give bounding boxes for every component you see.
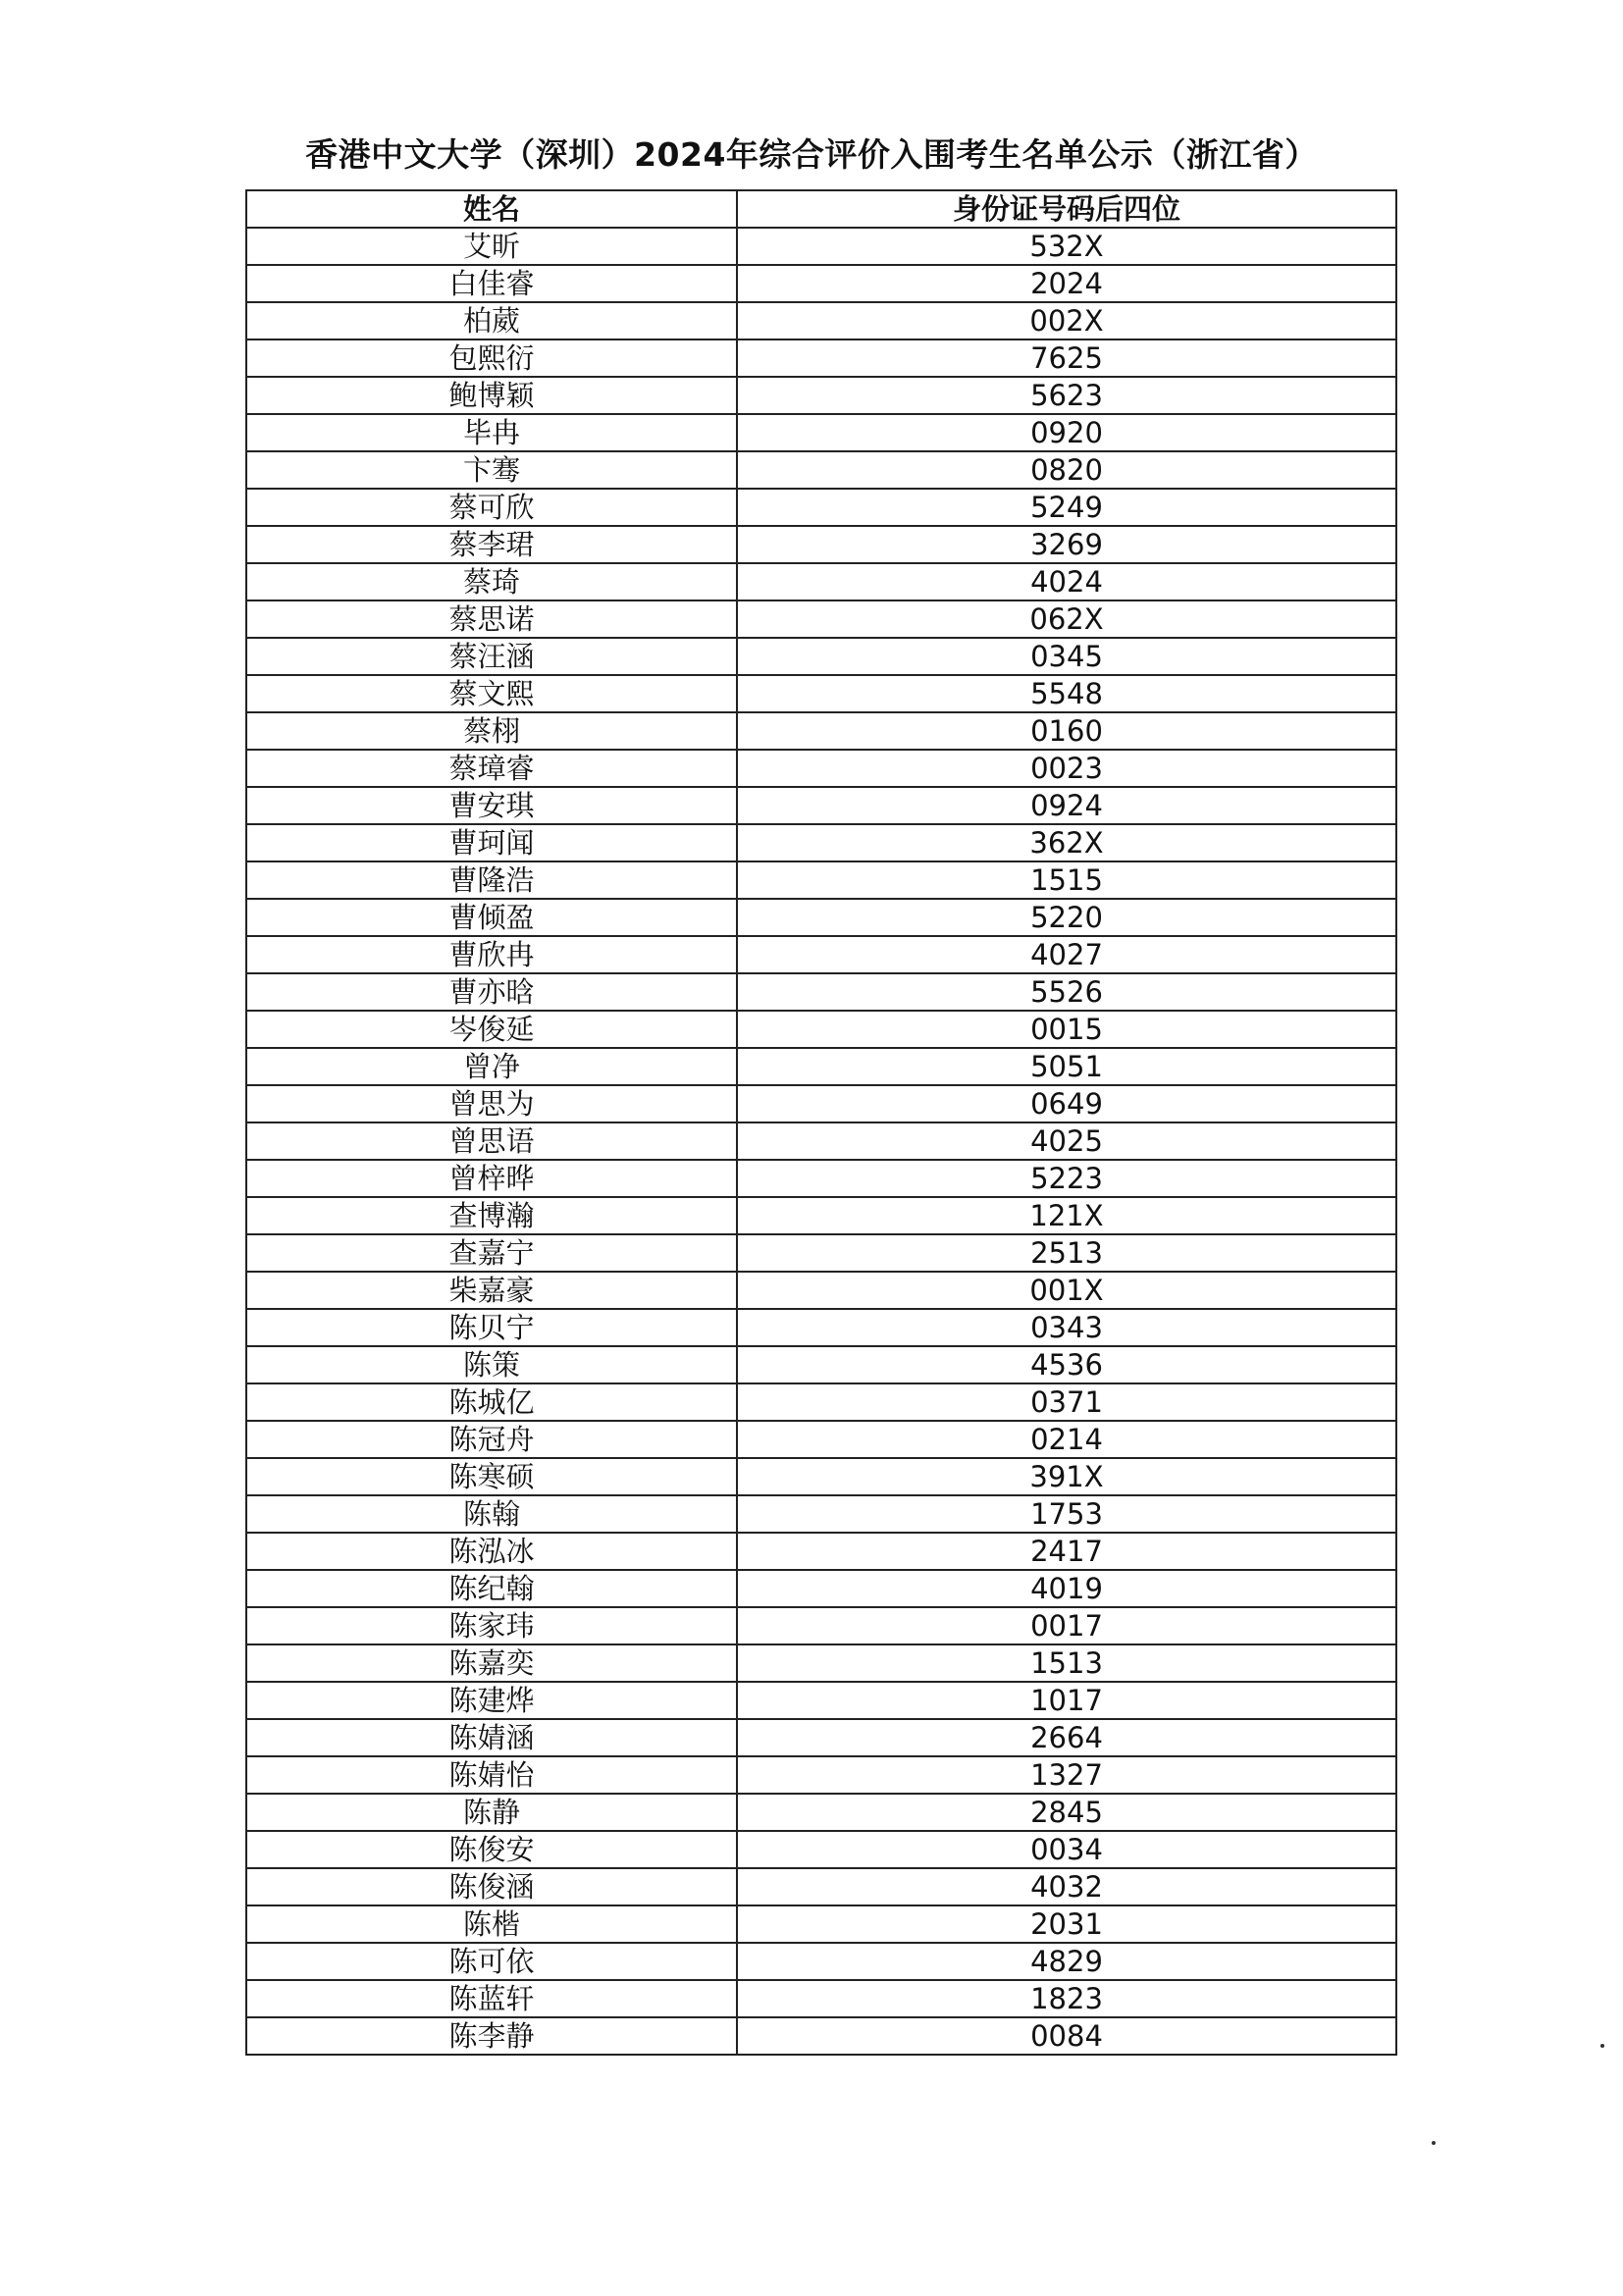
cell-id-last4: 1327 <box>737 1756 1396 1794</box>
cell-name: 陈俊安 <box>246 1831 737 1868</box>
cell-id-last4: 0015 <box>737 1011 1396 1048</box>
table-row <box>246 1197 1396 1234</box>
table-row <box>246 1868 1396 1905</box>
table-row <box>246 750 1396 787</box>
table-row <box>246 1234 1396 1272</box>
page-title: 香港中文大学（深圳）2024年综合评价入围考生名单公示（浙江省） <box>305 135 1318 174</box>
cell-id-last4: 2845 <box>737 1794 1396 1831</box>
cell-name: 陈静 <box>246 1794 737 1831</box>
cell-id-last4: 0820 <box>737 451 1396 489</box>
table-row <box>246 1421 1396 1458</box>
cell-id-last4: 2417 <box>737 1533 1396 1570</box>
cell-id-last4: 3269 <box>737 526 1396 563</box>
cell-name: 陈泓冰 <box>246 1533 737 1570</box>
cell-id-last4: 4019 <box>737 1570 1396 1607</box>
cell-name: 白佳睿 <box>246 265 737 302</box>
cell-id-last4: 1515 <box>737 861 1396 899</box>
cell-id-last4: 0924 <box>737 787 1396 824</box>
table-row <box>246 861 1396 899</box>
table-row <box>246 265 1396 302</box>
header-name: 姓名 <box>246 190 737 228</box>
cell-name: 陈李静 <box>246 2017 737 2055</box>
cell-name: 曹亦晗 <box>246 973 737 1011</box>
cell-id-last4: 1823 <box>737 1980 1396 2017</box>
cell-name: 卞骞 <box>246 451 737 489</box>
cell-name: 曾梓晔 <box>246 1160 737 1197</box>
cell-name: 陈家玮 <box>246 1607 737 1644</box>
cell-id-last4: 5249 <box>737 489 1396 526</box>
cell-id-last4: 4536 <box>737 1346 1396 1383</box>
table-row <box>246 228 1396 265</box>
cell-id-last4: 4032 <box>737 1868 1396 1905</box>
table-row <box>246 1048 1396 1085</box>
table-row <box>246 1383 1396 1421</box>
cell-name: 查博瀚 <box>246 1197 737 1234</box>
table-row <box>246 414 1396 451</box>
header-id-last4: 身份证号码后四位 <box>737 190 1396 228</box>
table-row <box>246 451 1396 489</box>
table-row <box>246 936 1396 973</box>
table-row <box>246 377 1396 414</box>
cell-id-last4: 0023 <box>737 750 1396 787</box>
cell-name: 陈可依 <box>246 1943 737 1980</box>
table-row <box>246 1607 1396 1644</box>
table-row <box>246 675 1396 712</box>
cell-name: 柏葳 <box>246 302 737 339</box>
scan-speck <box>1432 2141 1436 2145</box>
cell-name: 蔡琦 <box>246 563 737 600</box>
header-row <box>246 190 1396 228</box>
cell-id-last4: 062X <box>737 600 1396 638</box>
table-row <box>246 1309 1396 1346</box>
cell-name: 蔡栩 <box>246 712 737 750</box>
cell-id-last4: 5548 <box>737 675 1396 712</box>
cell-id-last4: 002X <box>737 302 1396 339</box>
table-row <box>246 600 1396 638</box>
table-row <box>246 712 1396 750</box>
table-row <box>246 1011 1396 1048</box>
cell-id-last4: 2513 <box>737 1234 1396 1272</box>
cell-name: 毕冉 <box>246 414 737 451</box>
cell-name: 曾思为 <box>246 1085 737 1122</box>
cell-id-last4: 5220 <box>737 899 1396 936</box>
table-row <box>246 489 1396 526</box>
cell-name: 陈蓝轩 <box>246 1980 737 2017</box>
table-body <box>246 228 1396 2055</box>
cell-name: 蔡可欣 <box>246 489 737 526</box>
cell-id-last4: 0034 <box>737 1831 1396 1868</box>
table-row <box>246 1160 1396 1197</box>
cell-id-last4: 2024 <box>737 265 1396 302</box>
cell-id-last4: 4024 <box>737 563 1396 600</box>
table-row <box>246 1644 1396 1682</box>
cell-name: 曹隆浩 <box>246 861 737 899</box>
cell-id-last4: 0345 <box>737 638 1396 675</box>
cell-name: 陈城亿 <box>246 1383 737 1421</box>
cell-id-last4: 5051 <box>737 1048 1396 1085</box>
cell-name: 陈建烨 <box>246 1682 737 1719</box>
cell-id-last4: 001X <box>737 1272 1396 1309</box>
table-row <box>246 1458 1396 1495</box>
cell-id-last4: 0371 <box>737 1383 1396 1421</box>
cell-id-last4: 1513 <box>737 1644 1396 1682</box>
table-row <box>246 1682 1396 1719</box>
cell-name: 陈贝宁 <box>246 1309 737 1346</box>
table-row <box>246 638 1396 675</box>
cell-name: 查嘉宁 <box>246 1234 737 1272</box>
cell-name: 鲍博颖 <box>246 377 737 414</box>
cell-id-last4: 0160 <box>737 712 1396 750</box>
table-row <box>246 1085 1396 1122</box>
cell-name: 蔡璋睿 <box>246 750 737 787</box>
cell-id-last4: 0214 <box>737 1421 1396 1458</box>
table-row <box>246 1346 1396 1383</box>
cell-id-last4: 391X <box>737 1458 1396 1495</box>
cell-id-last4: 532X <box>737 228 1396 265</box>
cell-name: 陈寒硕 <box>246 1458 737 1495</box>
cell-id-last4: 5623 <box>737 377 1396 414</box>
cell-id-last4: 0649 <box>737 1085 1396 1122</box>
cell-name: 曾思语 <box>246 1122 737 1160</box>
table-row <box>246 1980 1396 2017</box>
cell-name: 曹珂闻 <box>246 824 737 861</box>
table-row <box>246 1719 1396 1756</box>
cell-id-last4: 5526 <box>737 973 1396 1011</box>
table-row <box>246 1794 1396 1831</box>
cell-name: 包熙衍 <box>246 339 737 377</box>
table-row <box>246 824 1396 861</box>
table-row <box>246 2017 1396 2055</box>
cell-name: 曹安琪 <box>246 787 737 824</box>
cell-name: 岑俊延 <box>246 1011 737 1048</box>
cell-name: 陈翰 <box>246 1495 737 1533</box>
table-row <box>246 1272 1396 1309</box>
cell-name: 陈楷 <box>246 1905 737 1943</box>
table-row <box>246 1905 1396 1943</box>
table-row <box>246 1570 1396 1607</box>
scan-speck <box>1600 2044 1604 2048</box>
table-row <box>246 1943 1396 1980</box>
table-row <box>246 787 1396 824</box>
cell-name: 陈冠舟 <box>246 1421 737 1458</box>
cell-name: 艾昕 <box>246 228 737 265</box>
table-row <box>246 1831 1396 1868</box>
cell-name: 蔡文熙 <box>246 675 737 712</box>
cell-id-last4: 2031 <box>737 1905 1396 1943</box>
cell-id-last4: 4025 <box>737 1122 1396 1160</box>
cell-id-last4: 5223 <box>737 1160 1396 1197</box>
table-row <box>246 973 1396 1011</box>
table-row <box>246 1495 1396 1533</box>
cell-name: 曹欣冉 <box>246 936 737 973</box>
table-row <box>246 526 1396 563</box>
candidate-table <box>245 189 1397 2056</box>
table-row <box>246 1756 1396 1794</box>
table-row <box>246 339 1396 377</box>
table-row <box>246 563 1396 600</box>
cell-name: 曾净 <box>246 1048 737 1085</box>
cell-id-last4: 1017 <box>737 1682 1396 1719</box>
cell-id-last4: 2664 <box>737 1719 1396 1756</box>
cell-name: 蔡李珺 <box>246 526 737 563</box>
cell-name: 柴嘉豪 <box>246 1272 737 1309</box>
cell-name: 陈策 <box>246 1346 737 1383</box>
cell-name: 蔡思诺 <box>246 600 737 638</box>
cell-id-last4: 0343 <box>737 1309 1396 1346</box>
cell-id-last4: 362X <box>737 824 1396 861</box>
cell-name: 陈纪翰 <box>246 1570 737 1607</box>
cell-name: 陈婧涵 <box>246 1719 737 1756</box>
cell-id-last4: 7625 <box>737 339 1396 377</box>
table-row <box>246 302 1396 339</box>
cell-id-last4: 0017 <box>737 1607 1396 1644</box>
cell-id-last4: 4027 <box>737 936 1396 973</box>
cell-name: 陈嘉奕 <box>246 1644 737 1682</box>
cell-name: 陈俊涵 <box>246 1868 737 1905</box>
cell-id-last4: 0920 <box>737 414 1396 451</box>
cell-name: 蔡汪涵 <box>246 638 737 675</box>
cell-id-last4: 0084 <box>737 2017 1396 2055</box>
cell-id-last4: 4829 <box>737 1943 1396 1980</box>
cell-id-last4: 1753 <box>737 1495 1396 1533</box>
cell-id-last4: 121X <box>737 1197 1396 1234</box>
table-header <box>246 190 1396 228</box>
cell-name: 曹倾盈 <box>246 899 737 936</box>
table-row <box>246 1122 1396 1160</box>
cell-name: 陈婧怡 <box>246 1756 737 1794</box>
table-row <box>246 899 1396 936</box>
table-row <box>246 1533 1396 1570</box>
